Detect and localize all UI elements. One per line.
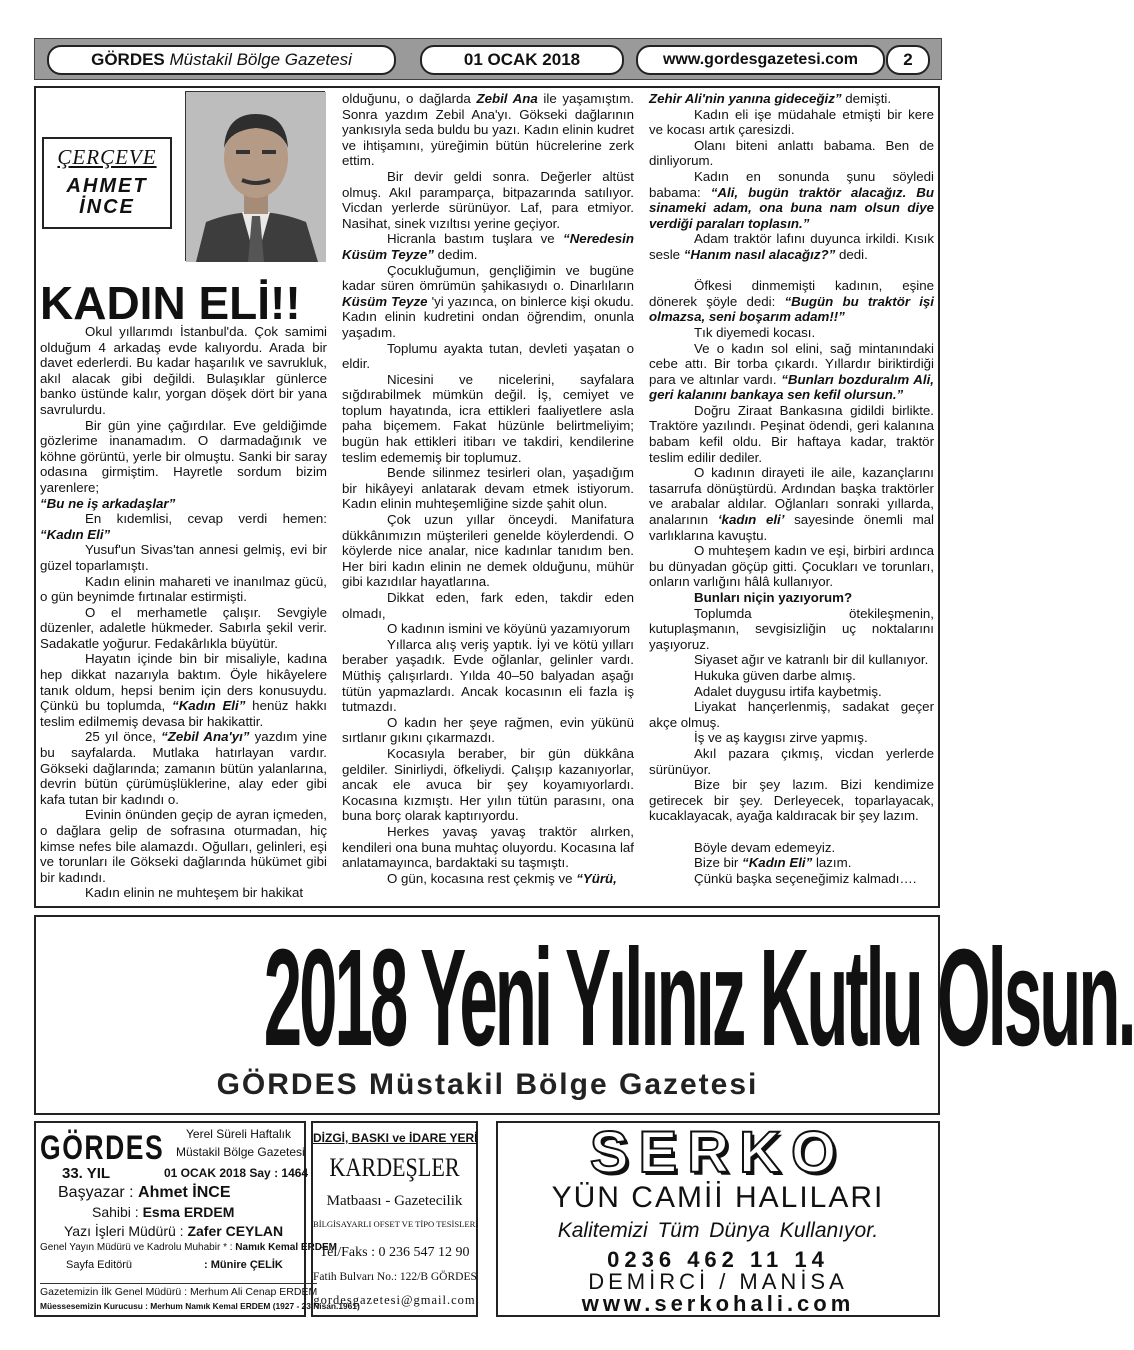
- article-paragraph: [649, 855, 934, 871]
- paragraph-text: Kadın elinin ne muhteşem bir hakikat: [85, 885, 304, 901]
- article-paragraph: [40, 605, 327, 652]
- article-paragraph: [342, 590, 634, 621]
- serko-advert: [496, 1121, 940, 1317]
- emphasis-text: Zebil Ana: [476, 91, 538, 106]
- advert-website[interactable]: www.serkohali.com: [581, 1291, 855, 1316]
- editor-line: [58, 1184, 231, 1202]
- header-paper-name: [47, 45, 396, 75]
- article-paragraph: [649, 231, 934, 262]
- paragraph-text: Çünkü başka seçeneğimiz kalmadı….: [694, 870, 917, 886]
- article-paragraph: [649, 169, 934, 231]
- header-website[interactable]: www.gordesgazetesi.com: [636, 45, 885, 75]
- author-first-name: AHMET: [66, 175, 148, 197]
- printer-address: Fatih Bulvarı No.: 122/B GÖRDES: [313, 1271, 477, 1283]
- article-paragraph: [649, 341, 934, 403]
- paragraph-text: O el merhametle çalışır. Sevgiyle düzenler, adaletle hükmeder. Sabırla şekil verir. Sadakatle yoğurur. Fedakârlıkla büyütür.: [40, 604, 327, 651]
- article-paragraph: [342, 871, 634, 887]
- masthead-type-2: Müstakil Bölge Gazetesi: [176, 1145, 305, 1159]
- emphasis-text: “Zebil Ana'yı”: [161, 729, 250, 745]
- article-paragraph: [649, 543, 934, 590]
- paragraph-text: Yusuf'un Sivas'tan annesi gelmiş, evi bir güzel toparlamıştı.: [40, 542, 327, 573]
- emphasis-text: “Kadın Eli”: [172, 698, 246, 714]
- article-paragraph: [649, 278, 934, 325]
- paragraph-text: O kadın her şeye rağmen, evin yükünü sırtlanır gıkını çıkarmazdı.: [342, 714, 634, 746]
- article-paragraph: [649, 699, 934, 730]
- paragraph-text: Dikkat eden, fark eden, takdir eden olmadı,: [342, 590, 634, 621]
- new-year-greeting: 2018 Yeni Yılınız Kutlu Olsun.: [263, 921, 1134, 1075]
- masthead-name: GÖRDES: [40, 1129, 165, 1167]
- paragraph-text: yazdım yine bu sayfalarda. Mutlaka hatırlayan vardır. Gökseki dağlarında; zamanın bütün yalanlarına, devrin bütün çürümüşlüklerine, alay eder gibi kafa tutan bir kadındı o.: [40, 729, 327, 807]
- article-paragraph: [40, 324, 327, 418]
- masthead-type-1: Yerel Süreli Haftalık: [186, 1127, 291, 1141]
- paragraph-text: lazım.: [815, 855, 852, 871]
- page-header: [34, 38, 942, 80]
- manager-line: [64, 1223, 283, 1239]
- article-paragraph: [40, 418, 327, 496]
- emphasis-text: ‘kadın eli’: [717, 512, 785, 528]
- paragraph-text: Adam traktör lafını duyunca irkildi. Kısık sesle: [649, 231, 934, 262]
- paragraph-text: Çok uzun yıllar önceydi. Manifatura dükkânımızın müşterileri genelde köylerdendi. O köylerde nice analar, nice kadınlar tanıdım ben. Her biri kadın elinin ne demek olduğunu, mühür gibi kazıdılar hayatlarına.: [342, 512, 634, 590]
- paper-subtitle: Müstakil Bölge Gazetesi: [169, 50, 352, 69]
- advert-product: YÜN CAMİİ HALILARI: [551, 1181, 885, 1214]
- article-paragraph: [649, 746, 934, 777]
- emphasis-text: “Hanım nasıl alacağız?”: [683, 246, 836, 262]
- advert-phone: 0236 462 11 14: [607, 1247, 829, 1272]
- paragraph-text: Okul yıllarımdı İstanbul'da. Çok samimi olduğum 4 arkadaş evde kalıyordu. Arada bir davet ederlerdi. Bu kadar haşarılık ve savrukluk, akıl alacak gibi değildi. Bulaşıklar günlerce banko üstünde kalır, yorgan döşek dört bir yana savrulurdu.: [40, 324, 327, 417]
- owner-label: Sahibi :: [92, 1204, 139, 1220]
- paragraph-text: Kocasıyla beraber, bir gün dükkâna geldiler. Sinirliydi, öfkeliydi. Çalışıp kazanıyorlar, ancak ele avuca bir şey koyamıyorlardı. Kocasına kızmıştı. Her yılın tütün parasını, ona buna borç olarak kaptırıyordu.: [342, 745, 634, 824]
- article-paragraph: [40, 885, 327, 901]
- advert-brand: SERKO: [589, 1120, 847, 1185]
- article-paragraph: [649, 730, 934, 746]
- article-paragraph: [342, 512, 634, 590]
- article-headline: KADIN ELİ!!: [40, 277, 301, 329]
- article-paragraph: [342, 715, 634, 746]
- paragraph-text: demişti.: [845, 91, 892, 106]
- paragraph-text: Bir gün yine çağırdılar. Eve geldiğimde gözlerime inanamadım. O darmadağınık ve köhne görüntü, yerle bir olmuştu. Sanki bir saray odasına girmiştim. Hayretle sordum bizim yarenlere;: [40, 417, 327, 495]
- paragraph-text: O muhteşem kadın ve eşi, birbiri ardınca bu dünyadan göçüp gitti. Çocukları ve torunları, onların varlığını hâlâ kullanıyor.: [649, 543, 934, 590]
- emphasis-text: Zehir Ali'nin yanına gideceğiz”: [649, 91, 842, 106]
- printer-sub: Matbaası - Gazetecilik: [326, 1193, 463, 1209]
- article-paragraph: [649, 871, 934, 887]
- article-paragraph: [649, 606, 934, 653]
- article-paragraph: [342, 231, 634, 262]
- article-paragraph: [649, 824, 934, 840]
- gm-name: Namık Kemal ERDEM: [235, 1242, 337, 1253]
- paragraph-text: O kadının dirayeti ile aile, kazançlarını tasarrufa dönüştürdü. Ardından başka traktörler ve arabalar aldılar. Oğlanları sonraki yıllarda, analarının: [649, 465, 934, 528]
- article-paragraph: [649, 590, 934, 606]
- gm-label: Genel Yayın Müdürü ve Kadrolu Muhabir * :: [40, 1242, 233, 1253]
- paragraph-text: Bende silinmez tesirleri olan, yaşadığım bir hikâyeyi anlatarak devam etmek istiyorum. Kadın elinin muhteşemliğine sizde şahit olun.: [342, 465, 634, 512]
- article-paragraph: [40, 574, 327, 605]
- paragraph-text: O kadının ismini ve köyünü yazamıyorum: [387, 621, 631, 637]
- article-paragraph: [342, 169, 634, 231]
- article-paragraph: [342, 637, 634, 715]
- emphasis-text: “Neredesin Küsüm Teyze”: [342, 231, 634, 262]
- first-gm: Gazetemizin İlk Genel Müdürü : Merhum Ali Cenap ERDEM: [40, 1283, 317, 1298]
- header-page-number: 2: [886, 45, 930, 75]
- column-title: ÇERÇEVE: [57, 145, 157, 169]
- founder: Müessesemizin Kurucusu : Merhum Namık Kemal ERDEM (1927 - 23.Nisan.1961): [40, 1301, 360, 1311]
- emphasis-text: “Bugün bu traktör işi olmazsa, seni boşarım adam!!”: [649, 293, 934, 325]
- manager-label: Yazı İşleri Müdürü :: [64, 1223, 184, 1239]
- paragraph-text: Herkes yavaş yavaş traktör alırken, kendileri ona buna muhtaç oluyordu. Kocasına laf anlatamayınca, bardaktaki su taşmıştı.: [342, 823, 634, 871]
- paragraph-text: Böyle devam edemeyiz.: [694, 839, 836, 855]
- paragraph-text: Hukuka güven darbe almış.: [694, 667, 856, 683]
- printer-name: KARDEŞLER: [329, 1153, 460, 1182]
- printer-desc: BİLGİSAYARLI OFSET VE TİPO TESİSLERİ: [313, 1219, 479, 1229]
- paragraph-text: Evinin önünden geçip de ayran içmeden, o dağlara gelip de sofrasına oturmadan, hiç kimse nefes bile alamazdı. Oğulları, gelinleri, eşi ve torunları ile Gökseki dağlarında hükümet gibi bir kadındı.: [40, 807, 327, 885]
- emphasis-text: “Kadın Eli”: [742, 855, 813, 871]
- owner-name: Esma ERDEM: [142, 1204, 235, 1220]
- column-box: [42, 137, 172, 229]
- emphasis-text: “Bu ne iş arkadaşlar”: [40, 495, 176, 511]
- paragraph-text: Kadın eli işe müdahale etmişti bir kere ve kocası artık çaresizdi.: [649, 106, 934, 138]
- article-paragraph: [649, 777, 934, 824]
- article-paragraph: [40, 729, 327, 807]
- article-paragraph: [342, 465, 634, 512]
- article-paragraph: [40, 651, 327, 729]
- paragraph-text: sayesinde önemli mal varlıklarına kavuştu.: [649, 512, 935, 543]
- page-editor-label: Sayfa Editörü: [66, 1259, 133, 1271]
- paragraph-text: Kadın elinin mahareti ve inanılmaz gücü, o gün beynimde fırtınalar estirmişti.: [40, 573, 327, 605]
- paragraph-text: Olanı biteni anlattı babama. Ben de dinliyorum.: [649, 137, 934, 169]
- editor-name: Ahmet İNCE: [138, 1184, 231, 1201]
- paragraph-text: Bize bir şey lazım. Bizi kendimize getirecek bir şey. Derleyecek, toparlayacak, kucaklayacak, ayağa kaldıracak bir şey lazım.: [649, 777, 934, 824]
- article-paragraph: [649, 840, 934, 856]
- paragraph-text: İş ve aş kaygısı zirve yapmış.: [694, 730, 868, 746]
- paragraph-text: O gün, kocasına rest çekmiş ve: [387, 870, 573, 886]
- paragraph-text: Nicesini ve nicelerini, sayfalara sığdırabilmek mümkün değil. İş, cemiyet ve toplum hayatında, icra ettikleri faaliyetlere asla paha biçemem. Fakat hüzünle belirtmeliyim; bugün hak ettikleri itibarı ve takdiri, kendilerine teslim edememiş bir toplumuz.: [342, 371, 634, 465]
- article-paragraph: [342, 621, 634, 637]
- paragraph-text: 'yi yazınca, on binlerce kişi okudu. Kadın elinin kudretini ondan öğrendim, onunla yaşadım.: [342, 293, 634, 340]
- paragraph-text: Bir devir geldi sonra. Değerler altüst olmuş. Akıl paramparça, bitpazarında satılıyor. Vicdan yerlerde sürünüyor. Laf, para etmiyor. Nasihat, sinek vızıltısı yerine geçiyor.: [342, 168, 634, 231]
- gm-line: [40, 1242, 337, 1253]
- banner-newspaper-name: GÖRDES Müstakil Bölge Gazetesi: [216, 1068, 759, 1101]
- masthead-issue: 01 OCAK 2018 Say : 1464: [164, 1166, 309, 1180]
- printer-phone: Tel/Faks : 0 236 547 12 90: [319, 1245, 470, 1260]
- author-last-name: İNCE: [79, 196, 135, 218]
- paper-name: GÖRDES: [91, 50, 165, 69]
- paragraph-text: Toplumda ötekileşmenin, kutuplaşmanın, sevgisizliğin uç noktalarını yaşıyoruz.: [649, 605, 934, 652]
- paragraph-text: ile yaşamıştım. Sonra yazdım Zebil Ana'yı. Gökseki dağlarının yankısıyla seda buldu bu yazı. Kadın elinin kudret ve ihtişamını, yüreğimin bütün hücrelerine zerk ettim.: [342, 91, 635, 169]
- article-paragraph: [649, 403, 934, 465]
- paragraph-text: Tık diyemedi kocası.: [694, 324, 816, 340]
- subheading: Bunları niçin yazıyorum?: [694, 590, 853, 605]
- page-editor-name: : Münire ÇELİK: [204, 1259, 283, 1271]
- article-paragraph: [40, 807, 327, 885]
- paragraph-text: Bize bir: [694, 855, 739, 871]
- article-paragraph: [40, 542, 327, 573]
- paragraph-text: dedi.: [838, 246, 868, 262]
- emphasis-text: “Yürü,: [576, 870, 617, 886]
- advert-slogan: Kalitemizi Tüm Dünya Kullanıyor.: [557, 1219, 879, 1242]
- editor-label: Başyazar :: [58, 1184, 134, 1201]
- paragraph-text: Yıllarca alış veriş yaptık. İyi ve kötü yılları beraber yaşadık. Evde oğlanlar, gelinler vardı. Müthiş çalışırlardı. Yılda 40–50 balyadan aşağı tütün yapmazlardı. Ancak kocasının eli fazla iş tutmazdı.: [342, 636, 634, 715]
- article-paragraph: [342, 372, 634, 466]
- paragraph-text: Ve o kadın sol elini, sağ mintanındaki cebe attı. Bir torba çıkardı. Yıllardır biriktirdiği para ve altınlar vardı.: [649, 340, 934, 387]
- paragraph-text: olduğunu, o dağlarda: [342, 91, 471, 106]
- article-paragraph: [649, 668, 934, 684]
- article-paragraph: [342, 341, 634, 372]
- article-paragraph: [649, 263, 934, 279]
- paragraph-text: Toplumu ayakta tutan, devleti yaşatan o eldir.: [342, 340, 634, 372]
- article-paragraph: [649, 652, 934, 668]
- paragraph-text: En kıdemlisi, cevap verdi hemen:: [85, 511, 327, 527]
- article-paragraph: [40, 496, 327, 512]
- article-paragraph: [342, 746, 634, 824]
- article-column-3: [649, 91, 934, 886]
- advert-location: DEMİRCİ / MANİSA: [588, 1269, 848, 1294]
- header-date: 01 OCAK 2018: [420, 45, 624, 75]
- article-paragraph: [342, 91, 634, 169]
- article-paragraph: [342, 263, 634, 341]
- paragraph-text: Kadın en sonunda şunu söyledi babama:: [649, 168, 934, 200]
- paragraph-text: Hayatın içinde bin bir misaliyle, kadına hep dikkat nazarıyla baktım. Öyle hikâyelere tanık oldum, hepsi benim için ders konusuydu. Çünkü bu toplumda,: [40, 651, 327, 714]
- printer-heading: DİZGİ, BASKI ve İDARE YERİ: [313, 1131, 478, 1145]
- article-paragraph: [649, 91, 934, 107]
- author-portrait-icon: [186, 92, 326, 262]
- manager-name: Zafer CEYLAN: [187, 1223, 284, 1239]
- paragraph-text: Hicranla bastım tuşlara ve: [387, 231, 555, 247]
- paragraph-text: dedim.: [437, 246, 478, 262]
- emphasis-text: Küsüm Teyze: [342, 293, 428, 309]
- owner-line: [92, 1204, 234, 1220]
- printer-box: [311, 1121, 478, 1317]
- article-paragraph: [649, 465, 934, 543]
- article-paragraph: [649, 325, 934, 341]
- emphasis-text: “Kadın Eli”: [40, 526, 111, 542]
- article-paragraph: [649, 684, 934, 700]
- printer-email[interactable]: gordesgazetesi@gmail.com: [313, 1293, 476, 1307]
- paragraph-text: Doğru Ziraat Bankasına gidildi birlikte. Traktöre yazılındı. Peşinat ödendi, geri kalanına babam kefil oldu. Bir haftaya kadar, traktör teslim edilir dediler.: [649, 402, 934, 465]
- paragraph-text: Öfkesi dinmemişti kadının, eşine dönerek şöyle dedi:: [649, 278, 934, 309]
- paragraph-text: Siyaset ağır ve katranlı bir dil kullanıyor.: [694, 652, 929, 668]
- article-paragraph: [40, 511, 327, 542]
- paragraph-text: Adalet duygusu irtifa kaybetmiş.: [694, 683, 882, 699]
- article-paragraph: [649, 107, 934, 138]
- masthead-box: [34, 1121, 360, 1317]
- article-column-2: [342, 91, 634, 886]
- paragraph-text: 25 yıl önce,: [85, 729, 156, 745]
- article-paragraph: [342, 824, 634, 871]
- paragraph-text: henüz hakkı teslim edilmemiş devasa bir hakikattir.: [40, 698, 327, 729]
- emphasis-text: “Bunları bozduralım Ali, geri kalanını bankaya sen kefil olursun.”: [649, 371, 934, 403]
- paragraph-text: Akıl pazara çıkmış, vicdan yerlerde sürünüyor.: [649, 745, 934, 777]
- paragraph-text: Liyakat hançerlenmiş, sadakat geçer akçe olmuş.: [649, 699, 934, 730]
- article-column-1: [40, 324, 327, 901]
- emphasis-text: “Ali, bugün traktör alacağız. Bu sinameki adam, ona buna nam olsun diye verdiği paraları toplasın.”: [649, 184, 935, 231]
- masthead-year: 33. YIL: [62, 1165, 111, 1182]
- article-paragraph: [649, 138, 934, 169]
- paragraph-text: Çocukluğumun, gençliğimin ve bugüne kadar süren ömrümün şahikasıydı o. Dinarlıların: [342, 262, 634, 294]
- author-photo: [185, 91, 325, 261]
